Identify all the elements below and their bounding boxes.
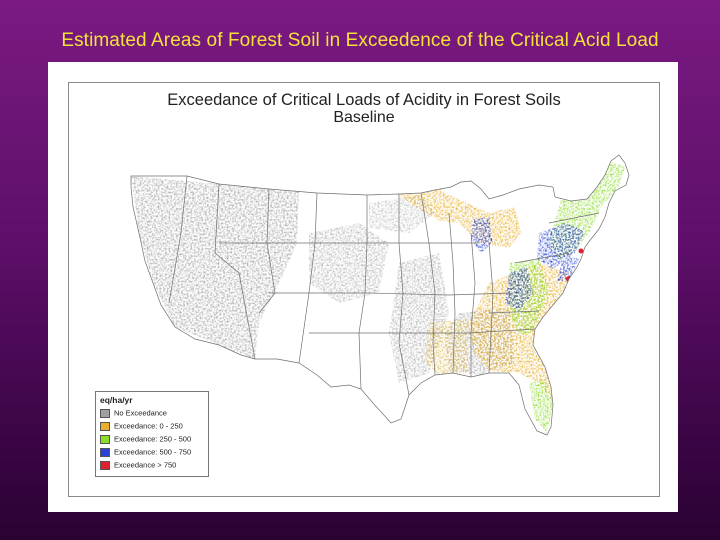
legend-swatch: [100, 422, 110, 431]
map-panel: [68, 82, 660, 497]
legend-swatch: [100, 461, 110, 470]
legend-label: Exceedance: 0 - 250: [114, 421, 183, 431]
legend-label: No Exceedance: [114, 408, 167, 418]
figure-frame: [48, 62, 678, 512]
map-title: [69, 91, 659, 127]
legend-item-0-250: [100, 421, 183, 432]
legend-title: eq/ha/yr: [100, 395, 133, 405]
slide-title: Estimated Areas of Forest Soil in Exceedence of the Critical Acid Load: [61, 30, 659, 51]
legend-swatch: [100, 435, 110, 444]
legend-label: Exceedance: 250 - 500: [114, 434, 192, 444]
legend-item-over-750: [100, 460, 176, 471]
legend-swatch: [100, 409, 110, 418]
legend-item-250-500: [100, 434, 191, 445]
map-title-line-2: Baseline: [333, 109, 395, 126]
legend-label: Exceedance: 500 - 750: [114, 447, 192, 457]
legend-label: Exceedance > 750: [114, 460, 177, 470]
legend-item-no-exceedance: [100, 408, 167, 419]
map-title-line-1: Exceedance of Critical Loads of Acidity in Forest Soils: [167, 91, 561, 109]
legend-swatch: [100, 448, 110, 457]
map-legend: [95, 391, 209, 477]
legend-item-500-750: [100, 447, 191, 458]
